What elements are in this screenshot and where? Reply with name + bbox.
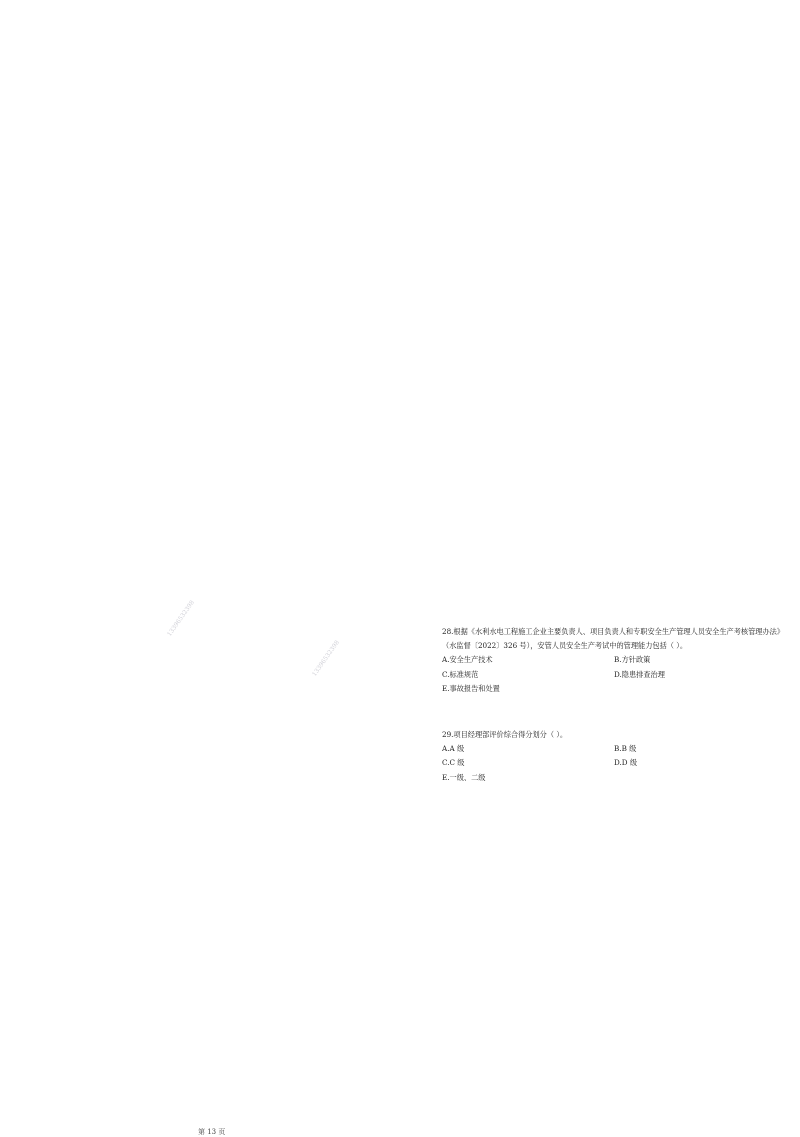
option: B.方针政策	[614, 655, 651, 665]
option: A.A 级	[442, 744, 465, 754]
question-28-options	[442, 653, 786, 696]
page-number-left: 第 13 页	[198, 1128, 226, 1136]
question-28-text: 28.根据《水利水电工程施工企业主要负责人、项目负责人和专职安全生产管理人员安全生产考核管理办法》（水监督〔2022〕326 号），安管人员安全生产考试中的管理能力包括（ ）。	[442, 627, 785, 651]
watermark: 13396532398	[311, 639, 341, 678]
question-29	[442, 728, 786, 785]
option: C.标准规范	[442, 669, 479, 679]
option: D.隐患排查治理	[614, 669, 665, 679]
right-page	[400, 615, 800, 1135]
question-28	[442, 625, 786, 696]
option: B.B 级	[614, 744, 637, 754]
option: A.安全生产技术	[442, 655, 493, 665]
question-29-options	[442, 742, 786, 785]
option: C.C 级	[442, 758, 465, 768]
option: E.事故报告和处置	[442, 683, 500, 693]
left-page	[0, 599, 400, 1136]
watermark: 13396532398	[166, 599, 196, 638]
option: D.D 级	[614, 758, 638, 768]
question-29-text: 29.项目经理部评价综合得分划分（ ）。	[442, 730, 568, 739]
option: E.一级、二级	[442, 772, 486, 782]
